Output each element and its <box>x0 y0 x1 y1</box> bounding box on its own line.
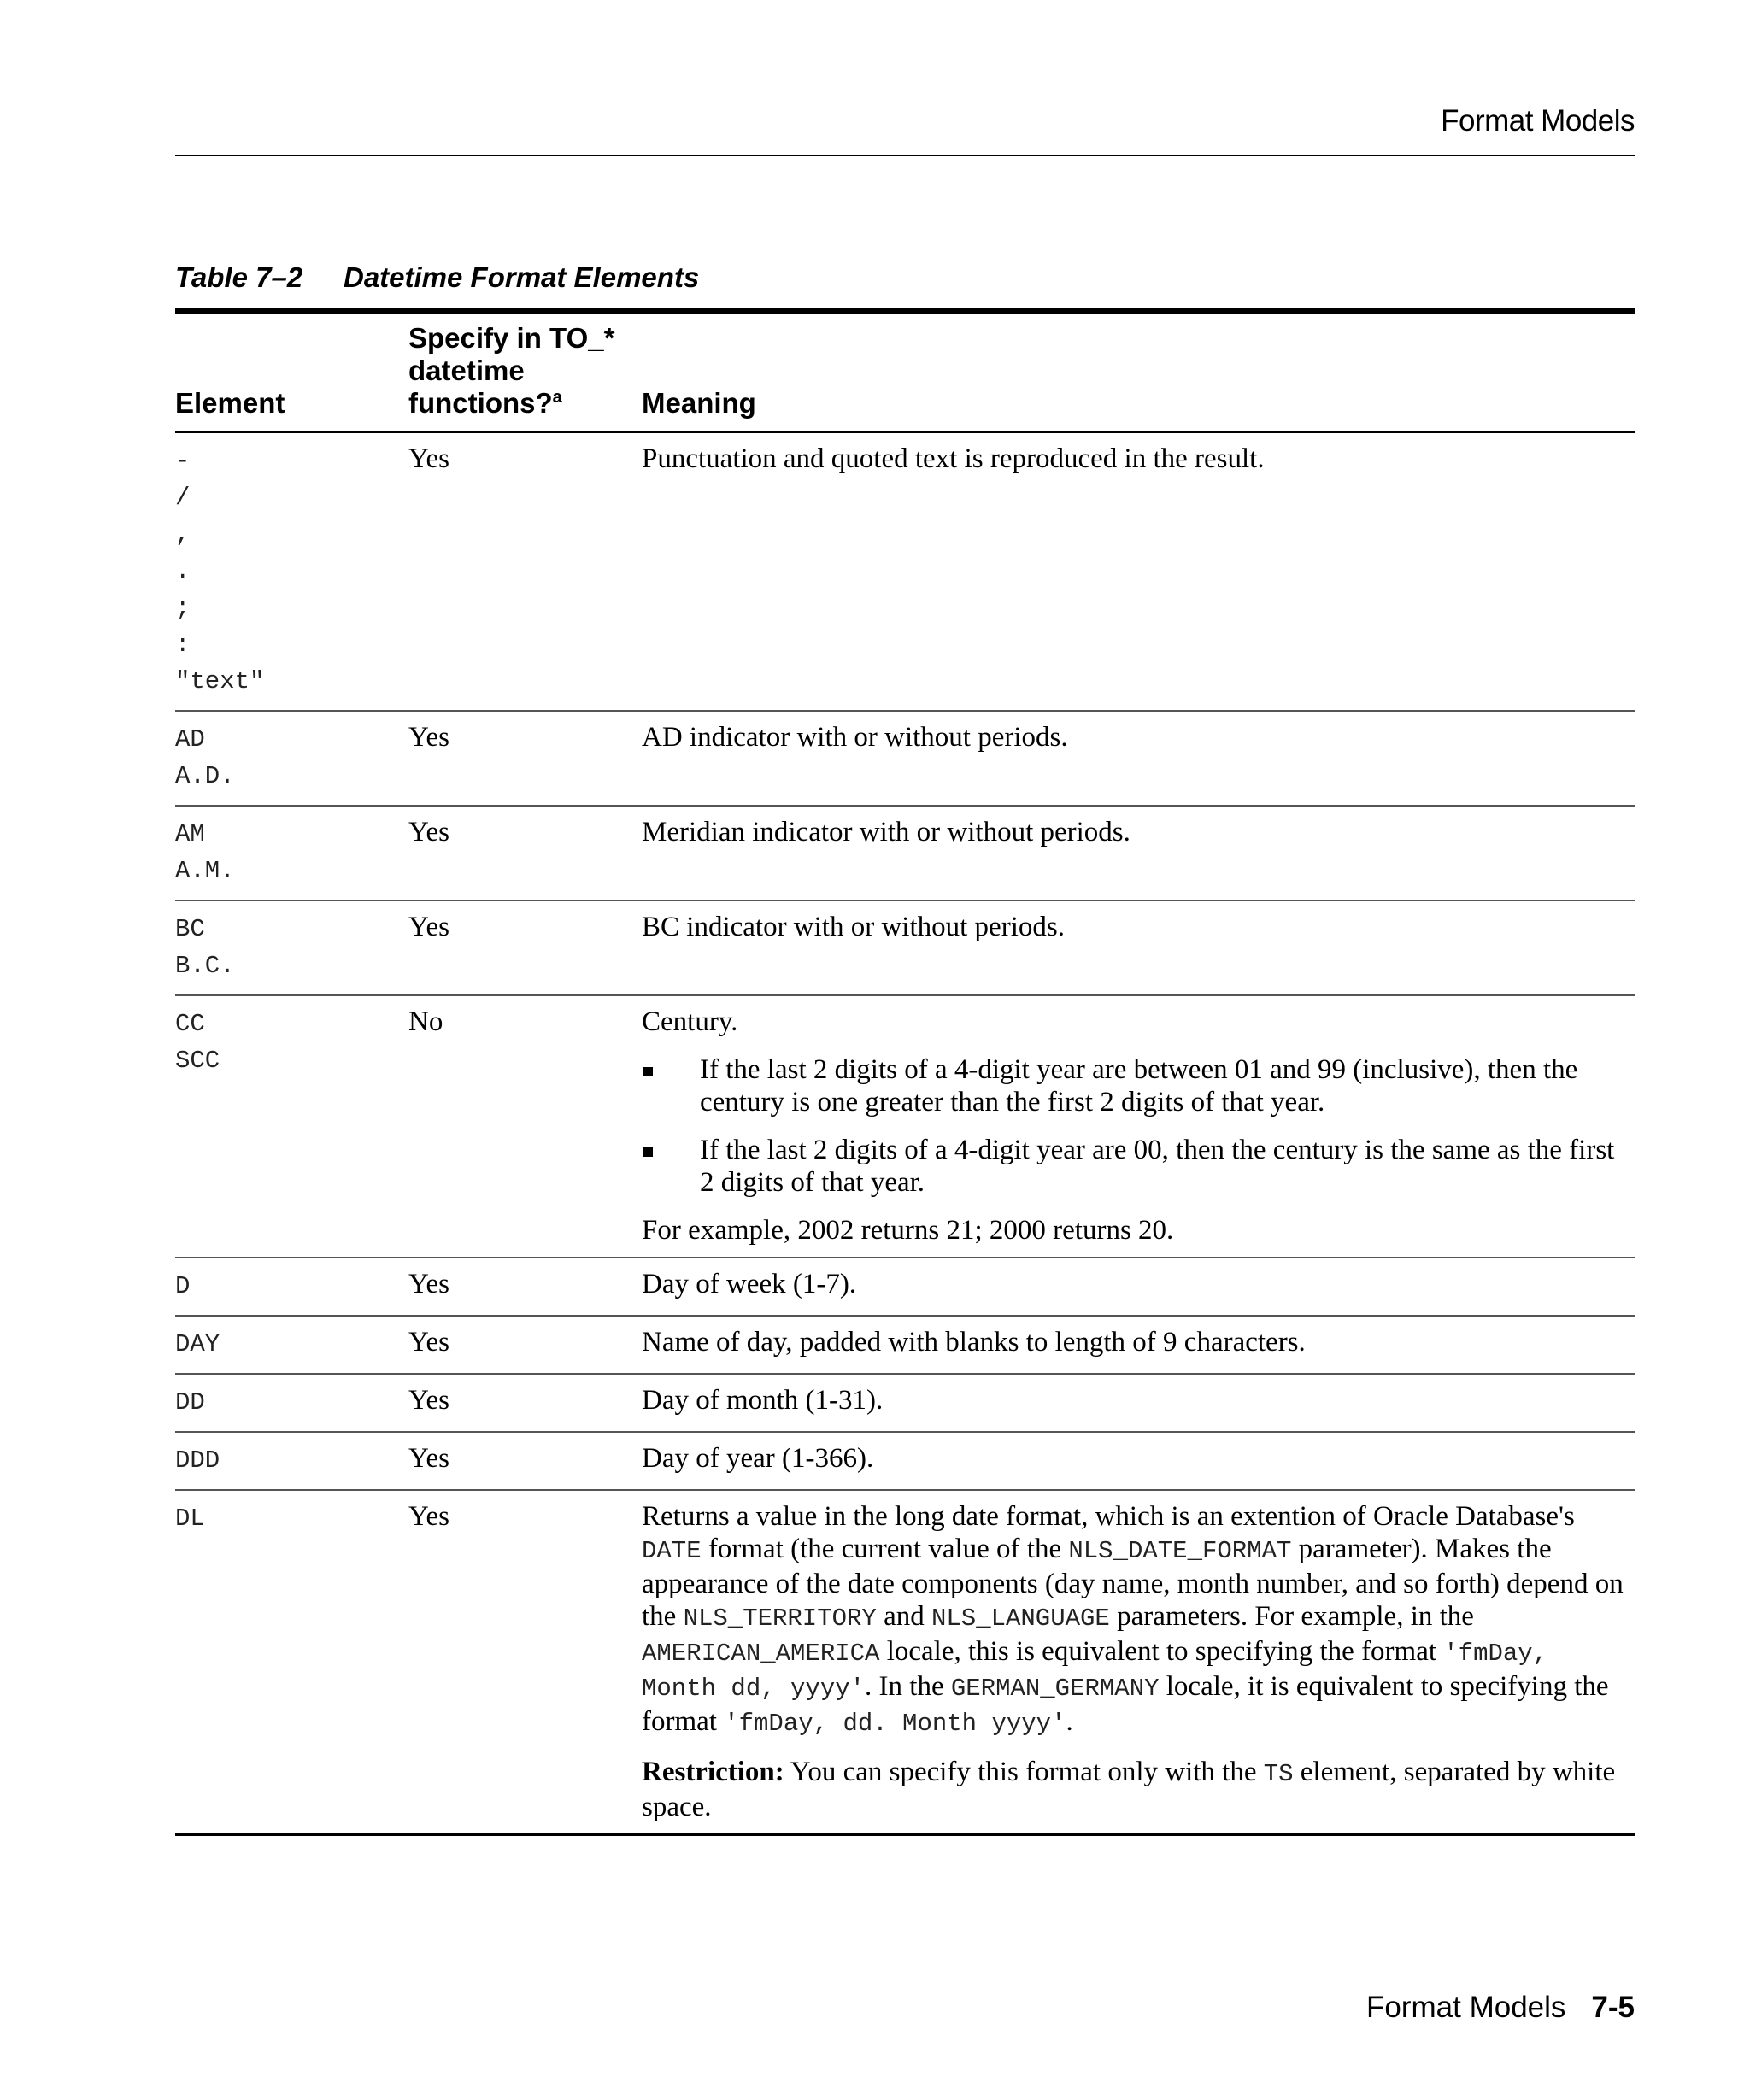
element-cell <box>175 900 408 995</box>
element-code: AM <box>175 820 205 848</box>
specify-cell: Yes <box>408 900 642 995</box>
meaning-cell <box>642 1490 1635 1835</box>
specify-cell: Yes <box>408 1258 642 1316</box>
meaning-text <box>642 1500 1635 1740</box>
element-cell <box>175 1374 408 1432</box>
datetime-format-table-container <box>175 308 1635 1836</box>
element-cell <box>175 711 408 806</box>
footer-section: Format Models <box>1366 1991 1566 2024</box>
inline-code: NLS_DATE_FORMAT <box>1068 1537 1292 1565</box>
page-footer <box>1366 1991 1635 2025</box>
element-code: B.C. <box>175 952 235 980</box>
meaning-cell: BC indicator with or without periods. <box>642 900 1635 995</box>
text-run: format (the current value of the <box>701 1534 1069 1564</box>
header-footnote-marker: a <box>552 388 562 407</box>
restriction-note <box>642 1756 1635 1823</box>
header-rule <box>175 155 1635 156</box>
element-code: BC <box>175 915 205 943</box>
element-cell <box>175 1490 408 1835</box>
specify-cell: Yes <box>408 806 642 900</box>
element-code: DL <box>175 1505 205 1533</box>
inline-code: 'fmDay, Month dd, yyyy' <box>642 1640 1548 1703</box>
meaning-cell <box>642 995 1635 1258</box>
meaning-cell: Day of week (1-7). <box>642 1258 1635 1316</box>
text-run: and <box>876 1601 931 1632</box>
element-code: - <box>175 447 191 475</box>
table-row <box>175 900 1635 995</box>
element-code: D <box>175 1272 191 1300</box>
element-cell <box>175 1432 408 1490</box>
element-cell <box>175 995 408 1258</box>
text-run: locale, it is equivalent to specifying the format <box>642 1671 1609 1737</box>
inline-code: NLS_TERRITORY <box>683 1604 877 1633</box>
inline-code: NLS_LANGUAGE <box>931 1604 1110 1633</box>
element-code: SCC <box>175 1047 220 1075</box>
meaning-cell: Day of month (1-31). <box>642 1374 1635 1432</box>
element-code: DAY <box>175 1330 220 1358</box>
table-row <box>175 1258 1635 1316</box>
meaning-cell: Meridian indicator with or without periods. <box>642 806 1635 900</box>
element-code: DDD <box>175 1446 220 1475</box>
element-code: "text" <box>175 667 265 695</box>
element-code: / <box>175 484 191 512</box>
specify-cell: No <box>408 995 642 1258</box>
element-code: DD <box>175 1388 205 1417</box>
table-caption <box>175 261 699 294</box>
table-row <box>175 995 1635 1258</box>
meaning-cell: AD indicator with or without periods. <box>642 711 1635 806</box>
table-title: Datetime Format Elements <box>344 261 700 293</box>
meaning-cell: Day of year (1-366). <box>642 1432 1635 1490</box>
text-run: element, separated by white space. <box>642 1757 1616 1822</box>
element-code: . <box>175 557 191 585</box>
header-specify <box>408 311 642 433</box>
meaning-cell: Name of day, padded with blanks to length of 9 characters. <box>642 1316 1635 1374</box>
header-meaning: Meaning <box>642 311 1635 433</box>
meaning-cell: Punctuation and quoted text is reproduced in the result. <box>642 432 1635 711</box>
element-code: A.M. <box>175 857 235 885</box>
text-run: . <box>1066 1706 1073 1737</box>
element-code: AD <box>175 725 205 754</box>
table-row <box>175 1490 1635 1835</box>
specify-cell: Yes <box>408 1316 642 1374</box>
inline-code: GERMAN_GERMANY <box>950 1675 1160 1703</box>
table-row <box>175 1374 1635 1432</box>
specify-cell: Yes <box>408 432 642 711</box>
header-specify-line3: functions? <box>408 387 553 419</box>
table-header-row <box>175 311 1635 433</box>
header-element: Element <box>175 311 408 433</box>
running-header: Format Models <box>1441 104 1635 138</box>
table-row <box>175 806 1635 900</box>
inline-code: TS <box>1263 1760 1294 1788</box>
specify-cell: Yes <box>408 711 642 806</box>
inline-code: 'fmDay, dd. Month yyyy' <box>724 1710 1066 1738</box>
datetime-format-table <box>175 308 1635 1836</box>
table-row <box>175 1316 1635 1374</box>
element-cell <box>175 1258 408 1316</box>
element-code: CC <box>175 1010 205 1038</box>
inline-code: AMERICAN_AMERICA <box>642 1640 880 1668</box>
table-row <box>175 432 1635 711</box>
bullet-list <box>642 1053 1635 1199</box>
restriction-label: Restriction: <box>642 1757 784 1787</box>
element-cell <box>175 806 408 900</box>
text-run: locale, this is equivalent to specifying the format <box>879 1636 1444 1667</box>
text-run: . In the <box>865 1671 951 1702</box>
meaning-text: Century. <box>642 1006 738 1037</box>
meaning-example: For example, 2002 returns 21; 2000 returns 20. <box>642 1215 1174 1246</box>
text-run: parameters. For example, in the <box>1109 1601 1474 1632</box>
element-code: A.D. <box>175 762 235 790</box>
table-number: Table 7–2 <box>175 261 303 293</box>
header-specify-line2: datetime <box>408 355 525 386</box>
specify-cell: Yes <box>408 1501 450 1532</box>
element-code: , <box>175 520 191 548</box>
header-specify-line1: Specify in TO_* <box>408 322 615 354</box>
inline-code: DATE <box>642 1537 702 1565</box>
element-code: ; <box>175 594 191 622</box>
bullet-item: If the last 2 digits of a 4-digit year are 00, then the century is the same as the first 2 digits of that year. <box>642 1134 1635 1199</box>
specify-cell: Yes <box>408 1374 642 1432</box>
table-row <box>175 1432 1635 1490</box>
text-run: You can specify this format only with the <box>784 1757 1264 1787</box>
text-run: Returns a value in the long date format, which is an extention of Oracle Database's <box>642 1501 1575 1532</box>
element-cell <box>175 432 408 711</box>
element-cell <box>175 1316 408 1374</box>
bullet-item: If the last 2 digits of a 4-digit year are between 01 and 99 (inclusive), then the century is one greater than the first 2 digits of that year. <box>642 1053 1635 1118</box>
page-number: 7-5 <box>1591 1991 1635 2024</box>
specify-cell: Yes <box>408 1432 642 1490</box>
element-code: : <box>175 631 191 659</box>
text-run: parameter). Makes the appearance of the date components (day name, month number, and so forth) depend on the <box>642 1534 1624 1632</box>
table-row <box>175 711 1635 806</box>
